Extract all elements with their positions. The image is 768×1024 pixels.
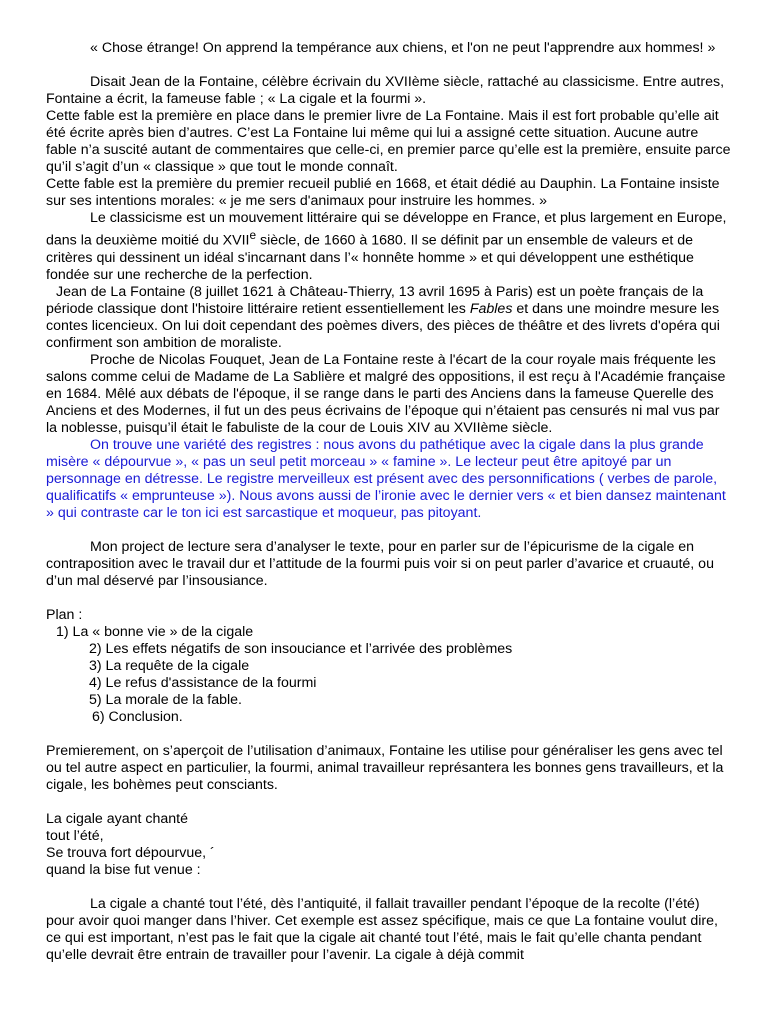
poem-line-4: quand la bise fut venue :: [46, 861, 201, 878]
document-body: [46, 40, 731, 964]
plan-item-6: 6) Conclusion.: [92, 708, 183, 725]
plan-item-1: 1) La « bonne vie » de la cigale: [56, 623, 254, 640]
paragraph-biography: [46, 284, 731, 352]
poem-line-1: La cigale ayant chanté: [46, 810, 188, 827]
classicisme-text-end: siècle, de 1660 à 1680. Il se définit par un ensemble de valeurs et de critères qui dessinent un idéal s'incarnant dans l’« honnête homme » et qui développent une esthétique fondée sur une recherche de la perfection.: [46, 232, 694, 283]
plan-title: Plan :: [46, 606, 83, 623]
opening-quote: « Chose étrange! On apprend la tempérance aux chiens, et l'on ne peut l'apprendre aux hommes! »: [90, 40, 716, 56]
paragraph-first-recueil: Cette fable est la première du premier recueil publié en 1668, et était dédié au Dauphin. La Fontaine insiste sur ses intentions morales: « je me sers d'animaux pour instruire les hommes. »: [46, 176, 720, 209]
paragraph-analysis: La cigale a chanté tout l’été, dès l’antiquité, il fallait travailler pendant l’époque de la recolte (l’été) pour avoir quoi manger dans l’hiver. Cet exemple est assez spécifique, mais ce que La fontaine voulut dire, ce qui est important, n’est pas le fait que la cigale ait chanté tout l’été, mais le fait qu’elle chanta pendant qu’elle devrait être entrain de travailler pour l’avenir. La cigale à déjà commit: [46, 895, 718, 963]
paragraph-first-place: Cette fable est la première en place dans le premier livre de La Fontaine. Mais il est fort probable qu’elle ait été écrite après bien d’autres. C’est La Fontaine lui même qui lui a assigné cette situation. Aucune autre fable n’a suscité autant de commentaires que celle-ci, en premier parce qu’elle est la première, ensuite parce qu’il s’agit d’un « classique » que tout le monde connaît.: [46, 108, 731, 175]
poem-line-2: tout l’été,: [46, 827, 104, 844]
paragraph-classicisme: [46, 210, 731, 284]
biography-text-end: et dans une moindre mesure les contes licencieux. On lui doit cependant des poèmes divers, des pièces de théâtre et des livrets d'opéra qui confirment son ambition de moraliste.: [46, 300, 720, 351]
century-superscript: e: [249, 228, 257, 242]
paragraph-project: Mon project de lecture sera d’analyser le texte, pour en parler sur de l’épicurisme de la cigale en contraposition avec le travail dur et l’attitude de la fourmi puis voir si on peut parler d’avarice et cruauté, ou d’un mal déservé par l’insousiance.: [46, 538, 714, 589]
plan-item-3: 3) La requête de la cigale: [89, 657, 250, 674]
biography-text-start: Jean de La Fontaine (8 juillet 1621 à Château-Thierry, 13 avril 1695 à Paris) est un poète français de la période classique dont l'histoire littéraire retient essentiellement les: [46, 283, 704, 317]
paragraph-animals: Premierement, on s’aperçoit de l’utilisation d’animaux, Fontaine les utilise pour généraliser les gens avec tel ou tel autre aspect en particulier, la fourmi, animal travailleur représantera les bonnes gens travailleurs, et la cigale, les bohèmes peut consciants.: [46, 742, 724, 793]
plan-list: [46, 607, 731, 726]
paragraph-intro: Disait Jean de la Fontaine, célèbre écrivain du XVIIème siècle, rattaché au classicisme. Entre autres, Fontaine a écrit, la fameuse fable ; « La cigale et la fourmi ».: [46, 74, 725, 107]
poem-line-3: Se trouva fort dépourvue, ´: [46, 844, 215, 861]
plan-item-5: 5) La morale de la fable.: [89, 691, 243, 708]
fables-italic: Fables: [469, 300, 513, 317]
plan-item-4: 4) Le refus d'assistance de la fourmi: [89, 674, 317, 691]
plan-item-2: 2) Les effets négatifs de son insouciance et l’arrivée des problèmes: [89, 640, 513, 657]
poem-excerpt: [46, 811, 731, 879]
paragraph-fouquet: Proche de Nicolas Fouquet, Jean de La Fontaine reste à l'écart de la cour royale mais fréquente les salons comme celui de Madame de La Sablière et malgré des oppositions, il est reçu à l'Académie française en 1684. Mêlé aux débats de l'époque, il se range dans le parti des Anciens dans la fameuse Querelle des Anciens et des Modernes, il fut un des peus écrivains de l’époque qui n’étaient pas censurés ni mal vus par la noblesse, puisqu’il était le fabuliste de la cour de Louis XIV au XVIIème siècle.: [46, 351, 726, 436]
paragraph-registres: On trouve une variété des registres : nous avons du pathétique avec la cigale dans la plus grande misère « dépourvue », « pas un seul petit morceau » « famine ». Le lecteur peut être apitoyé par un personnage en détresse. Le registre merveilleux est présent avec des personnifications ( verbes de parole, qualificatifs « emprunteuse »). Nous avons aussi de l’ironie avec le dernier vers « et bien dansez maintenant » qui contraste car le ton ici est sarcastique et moqueur, pas pitoyant.: [46, 436, 726, 521]
classicisme-text-start: Le classicisme est un mouvement littéraire qui se développe en France, et plus largement en Europe, dans la deuxième moitié du XVII: [46, 210, 727, 249]
